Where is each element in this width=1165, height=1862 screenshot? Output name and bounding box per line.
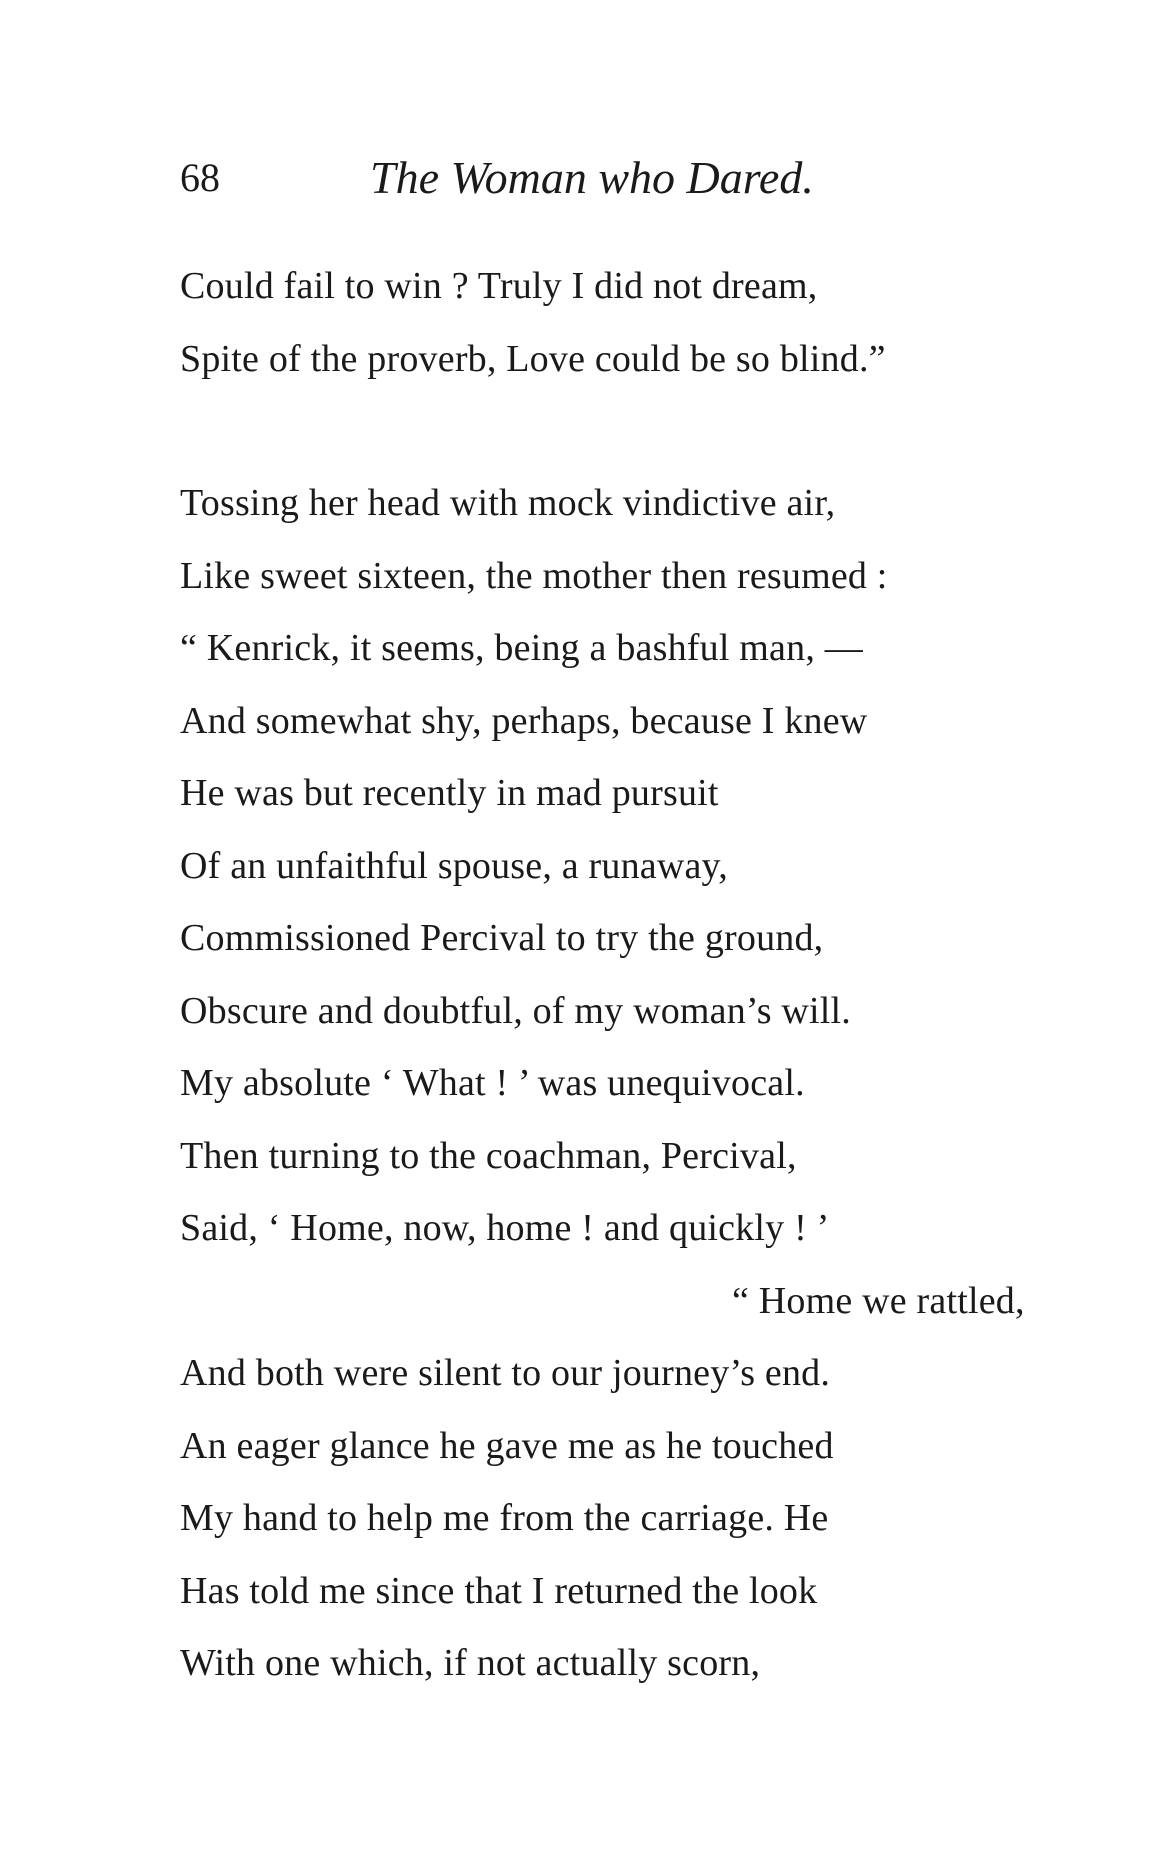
verse-line: With one which, if not actually scorn, — [180, 1642, 761, 1684]
stanza-2 — [180, 467, 1100, 1700]
verse-line: He was but recently in mad pursuit — [180, 772, 719, 814]
verse-line: And both were silent to our journey’s end. — [180, 1352, 831, 1394]
verse-line-indented: “ Home we rattled, — [732, 1279, 1025, 1322]
page-number: 68 — [180, 155, 220, 200]
verse-line: Obscure and doubtful, of my woman’s will. — [180, 989, 851, 1032]
running-title: The Woman who Dared. — [370, 152, 814, 203]
stanza-1 — [180, 250, 1100, 395]
verse-line: “ Kenrick, it seems, being a bashful man, — — [180, 627, 863, 669]
verse-line: Has told me since that I returned the look — [180, 1569, 818, 1612]
verse-line: Of an unfaithful spouse, a runaway, — [180, 844, 728, 887]
verse-line: My hand to help me from the carriage. He — [180, 1497, 829, 1539]
poem-text — [180, 250, 1100, 1700]
verse-line: Then turning to the coachman, Percival, — [180, 1134, 797, 1177]
verse-line: Like sweet sixteen, the mother then resumed : — [180, 554, 888, 597]
verse-line: My absolute ‘ What ! ’ was unequivocal. — [180, 1062, 805, 1104]
verse-line: Said, ‘ Home, now, home ! and quickly ! ’ — [180, 1207, 830, 1249]
verse-line: And somewhat shy, perhaps, because I knew — [180, 699, 868, 742]
page-header — [180, 148, 940, 208]
verse-line: An eager glance he gave me as he touched — [180, 1424, 834, 1467]
verse-line: Tossing her head with mock vindictive air, — [180, 482, 836, 524]
verse-line: Commissioned Percival to try the ground, — [180, 917, 824, 959]
verse-line: Could fail to win ? Truly I did not dream, — [180, 265, 818, 307]
verse-line: Spite of the proverb, Love could be so blind.” — [180, 337, 886, 380]
